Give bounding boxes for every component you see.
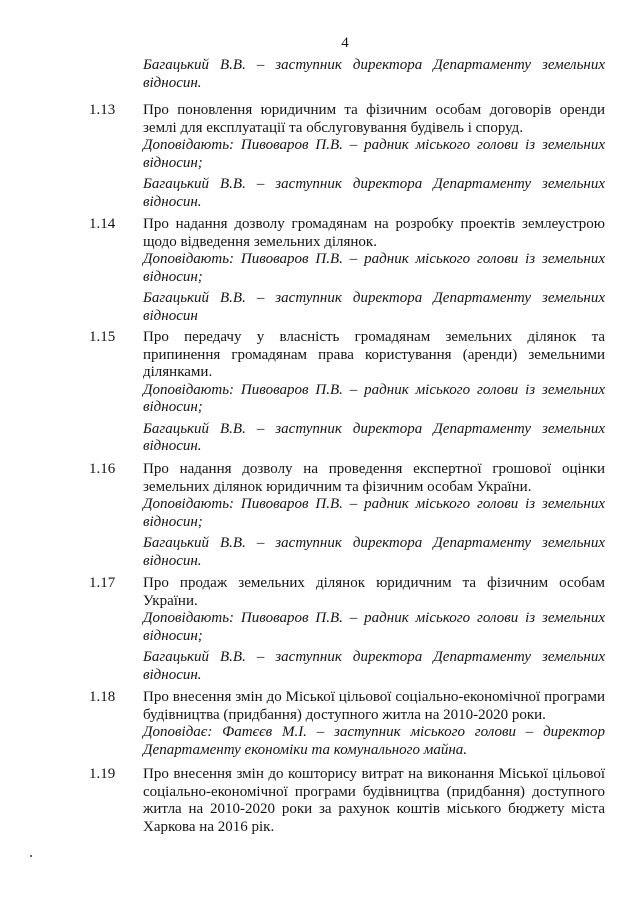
reporter-line: Доповідають: Пивоваров П.В. – радник міського голови із земельних відносин; [143,496,605,530]
reporter-line: Доповідають: Пивоваров П.В. – радник міського голови із земельних відносин; [143,381,605,415]
item-title: Про внесення змін до Міської цільової соціально-економічної програми будівництва (придбання) доступного житла на 2010-2020 роки. [143,689,605,723]
reporter-line: Доповідають: Пивоваров П.В. – радник міського голови із земельних відносин; [143,251,605,285]
item-title: Про продаж земельних ділянок юридичним та фізичним особам України. [143,575,605,609]
item-title: Про поновлення юридичним та фізичним особам договорів оренди землі для експлуатації та обслуговування будівель і споруд. [143,102,605,136]
item-title: Про внесення змін до кошторису витрат на виконання Міської цільової соціально-економічної програми будівництва (придбання) доступного житла на 2010-2020 роки за рахунок коштів міського бюджету міста Харкова на 2016 рік. [143,766,605,835]
reporter-line: Багацький В.В. – заступник директора Департаменту земельних відносин. [143,535,605,569]
page-number: 4 [341,35,349,51]
reporter-line: Багацький В.В. – заступник директора Департаменту земельних відносин. [143,176,605,210]
reporter-line: Доповідає: Фатєєв М.І. – заступник міського голови – директор Департаменту економіки та комунального майна. [143,724,605,758]
item-number: 1.14 [89,216,116,232]
item-number: 1.16 [89,461,116,477]
item-number: 1.15 [89,329,116,345]
reporter-line: Багацький В.В. – заступник директора Департаменту земельних відносин. [143,57,605,91]
item-title: Про надання дозволу громадянам на розробку проектів землеустрою щодо відведення земельних ділянок. [143,216,605,250]
item-title: Про передачу у власність громадянам земельних ділянок та припинення громадянам права користування (аренди) земельними ділянками. [143,329,605,380]
reporter-line: Багацький В.В. – заступник директора Департаменту земельних відносин [143,290,605,324]
item-title: Про надання дозволу на проведення експертної грошової оцінки земельних ділянок юридичним та фізичним особам України. [143,461,605,495]
reporter-line: Доповідають: Пивоваров П.В. – радник міського голови із земельних відносин; [143,610,605,644]
reporter-line: Багацький В.В. – заступник директора Департаменту земельних відносин. [143,420,605,454]
reporter-line: Доповідають: Пивоваров П.В. – радник міського голови із земельних відносин; [143,137,605,171]
reporter-line: Багацький В.В. – заступник директора Департаменту земельних відносин. [143,649,605,683]
scan-speck [30,855,32,857]
item-number: 1.19 [89,766,116,782]
item-number: 1.18 [89,689,116,705]
item-number: 1.17 [89,575,116,591]
item-number: 1.13 [89,102,116,118]
